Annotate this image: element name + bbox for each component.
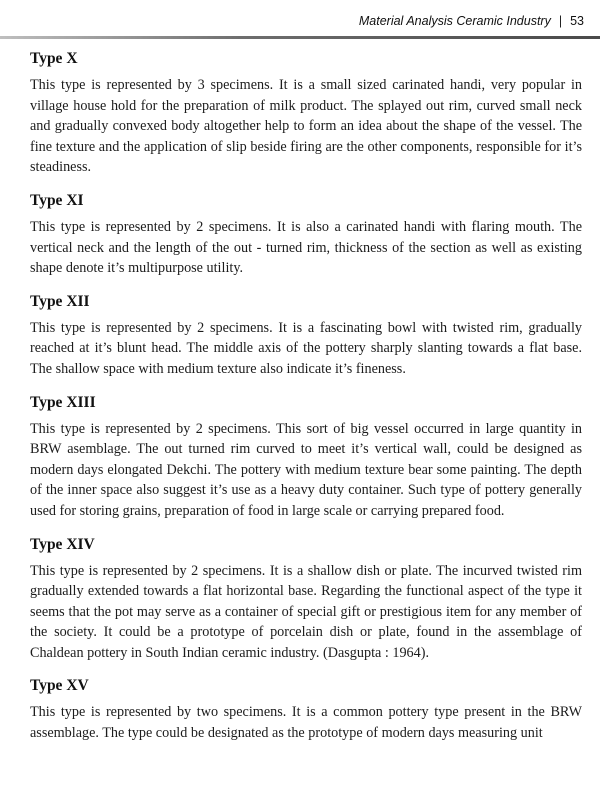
section-heading: Type XV [30, 677, 89, 695]
section-paragraph: This type is represented by 3 specimens. It is a small sized carinated handi, very popular in village house hold for the preparation of milk product. The splayed out rim, curved small neck and gradually convexed body altogether help to form an idea about the shape of the vessel. The fine texture and the application of slip beside firing are the other components, responsible for it’s steadiness. [30, 77, 582, 176]
section-type-xiii [30, 394, 582, 522]
section-heading: Type XIII [30, 393, 96, 411]
section-type-x [30, 50, 582, 178]
section-type-xv [30, 677, 582, 743]
section-heading: Type XIV [30, 535, 95, 553]
header-separator: | [558, 14, 563, 28]
section-paragraph: This type is represented by 2 specimens. It is a shallow dish or plate. The incurved twisted rim gradually extended towards a flat horizontal base. Regarding the functional aspect of the type it seems that the pot may serve as a container of special gift or prestigious item for any member of the society. It could be a prototype of porcelain dish or plate, found in the assemblage of Chaldean pottery in South Indian ceramic industry. (Dasgupta : 1964). [30, 562, 582, 661]
section-type-xii [30, 293, 582, 380]
section-paragraph: This type is represented by 2 specimens. This sort of big vessel occurred in large quantity in BRW asemblage. The out turned rim curved to meet it’s vertical wall, could be designed as modern days elongated Dekchi. The pottery with medium texture bear some painting. The depth of the inner space also suggest it’s use as a heavy duty container. Such type of pottery generally used for storing grains, preparation of food in large scale or carrying prepared food. [30, 420, 582, 519]
running-header [359, 14, 584, 28]
page-body [30, 50, 582, 758]
section-heading: Type X [30, 50, 78, 67]
section-heading: Type XII [30, 292, 90, 310]
running-title: Material Analysis Ceramic Industry [358, 14, 551, 28]
section-paragraph: This type is represented by 2 specimens. It is a fascinating bowl with twisted rim, gradually reached at it’s blunt head. The middle axis of the pottery sharply slanting towards a flat base. The shallow space with medium texture also indicate it’s fineness. [30, 319, 582, 377]
section-heading: Type XI [30, 191, 84, 209]
section-type-xi [30, 192, 582, 279]
section-paragraph: This type is represented by 2 specimens. It is also a carinated handi with flaring mouth. The vertical neck and the length of the out - turned rim, thickness of the section as well as existing shape denote it’s multipurpose utility. [30, 218, 582, 277]
section-paragraph: This type is represented by two specimens. It is a common pottery type present in the BRW assemblage. The type could be designated as the prototype of modern days measuring unit [30, 704, 582, 742]
page-number: 53 [570, 14, 584, 28]
section-type-xiv [30, 536, 582, 664]
header-rule [0, 36, 600, 39]
